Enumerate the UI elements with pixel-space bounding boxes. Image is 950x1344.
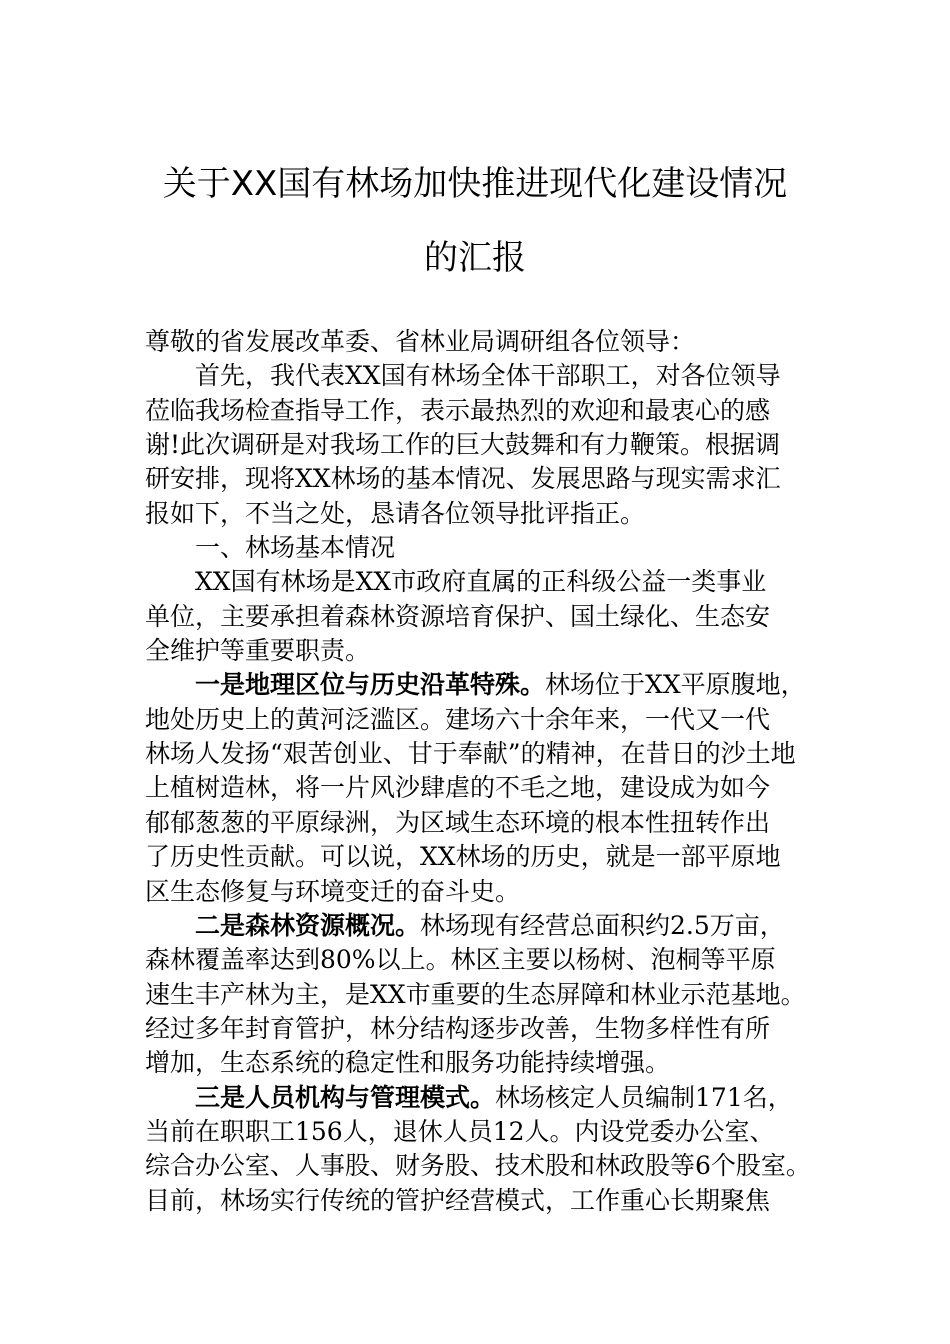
section-intro-line: XX国有林场是XX市政府直属的正科级公益一类事业 (195, 567, 767, 597)
document-title-line-2: 的汇报 (424, 238, 526, 278)
point-3-heading: 三是人员机构与管理模式。 (195, 1082, 496, 1112)
point-2-line: 经过多年封育管护，林分结构逐步改善，生物多样性有所 (145, 1013, 771, 1043)
point-2-first-line (145, 909, 810, 943)
point-1-line: 地处历史上的黄河泛滥区。建场六十余年来，一代又一代 (145, 704, 771, 734)
point-1-line: 郁郁葱葱的平原绿洲，为区域生态环境的根本性扭转作出 (145, 807, 771, 837)
section-intro-line: 全维护等重要职责。 (145, 636, 371, 666)
point-1-line: 了历史性贡献。可以说，XX林场的历史，就是一部平原地 (145, 842, 781, 872)
point-3-first-line (145, 1081, 810, 1115)
point-1-heading: 一是地理区位与历史沿革特殊。 (195, 670, 546, 700)
intro-line: 报如下，不当之处，恳请各位领导批评指正。 (145, 498, 646, 528)
point-1-text: 林场位于XX平原腹地， (545, 670, 806, 700)
point-2-text: 林场现有经营总面积约2.5万亩， (420, 910, 785, 940)
point-2-line: 速生丰产林为主，是XX市重要的生态屏障和林业示范基地。 (145, 979, 806, 1009)
section-heading: 一、林场基本情况 (195, 533, 396, 563)
intro-line: 莅临我场检查指导工作，表示最热烈的欢迎和最衷心的感 (145, 395, 771, 425)
point-3-line: 目前，林场实行传统的管护经营模式，工作重心长期聚焦 (145, 1185, 771, 1215)
point-1-line: 区生态修复与环境变迁的奋斗史。 (145, 876, 521, 906)
section-intro-line: 单位，主要承担着森林资源培育保护、国土绿化、生态安 (145, 601, 771, 631)
document-title-line-1: 关于XX国有林场加快推进现代化建设情况 (162, 164, 788, 204)
intro-line: 首先，我代表XX国有林场全体干部职工，对各位领导 (195, 361, 781, 391)
point-1-first-line (145, 668, 810, 702)
intro-line: 谢!此次调研是对我场工作的巨大鼓舞和有力鞭策。根据调 (145, 430, 781, 460)
point-1-line: 上植树造林，将一片风沙肆虐的不毛之地，建设成为如今 (145, 773, 771, 803)
point-3-line: 综合办公室、人事股、财务股、技术股和林政股等6个股室。 (145, 1151, 811, 1181)
point-2-heading: 二是森林资源概况。 (195, 910, 421, 940)
document-body (145, 325, 810, 1218)
point-3-line: 当前在职职工156人，退休人员12人。内设党委办公室、 (145, 1116, 775, 1146)
point-3-text: 林场核定人员编制171名， (495, 1082, 793, 1112)
salutation: 尊敬的省发展改革委、省林业局调研组各位领导： (145, 327, 696, 356)
point-1-line: 林场人发扬“艰苦创业、甘于奉献”的精神，在昔日的沙土地 (145, 739, 796, 769)
intro-line: 研安排，现将XX林场的基本情况、发展思路与现实需求汇 (145, 464, 781, 494)
point-2-line: 增加，生态系统的稳定性和服务功能持续增强。 (145, 1048, 671, 1078)
point-2-line: 森林覆盖率达到80%以上。林区主要以杨树、泡桐等平原 (145, 945, 776, 975)
